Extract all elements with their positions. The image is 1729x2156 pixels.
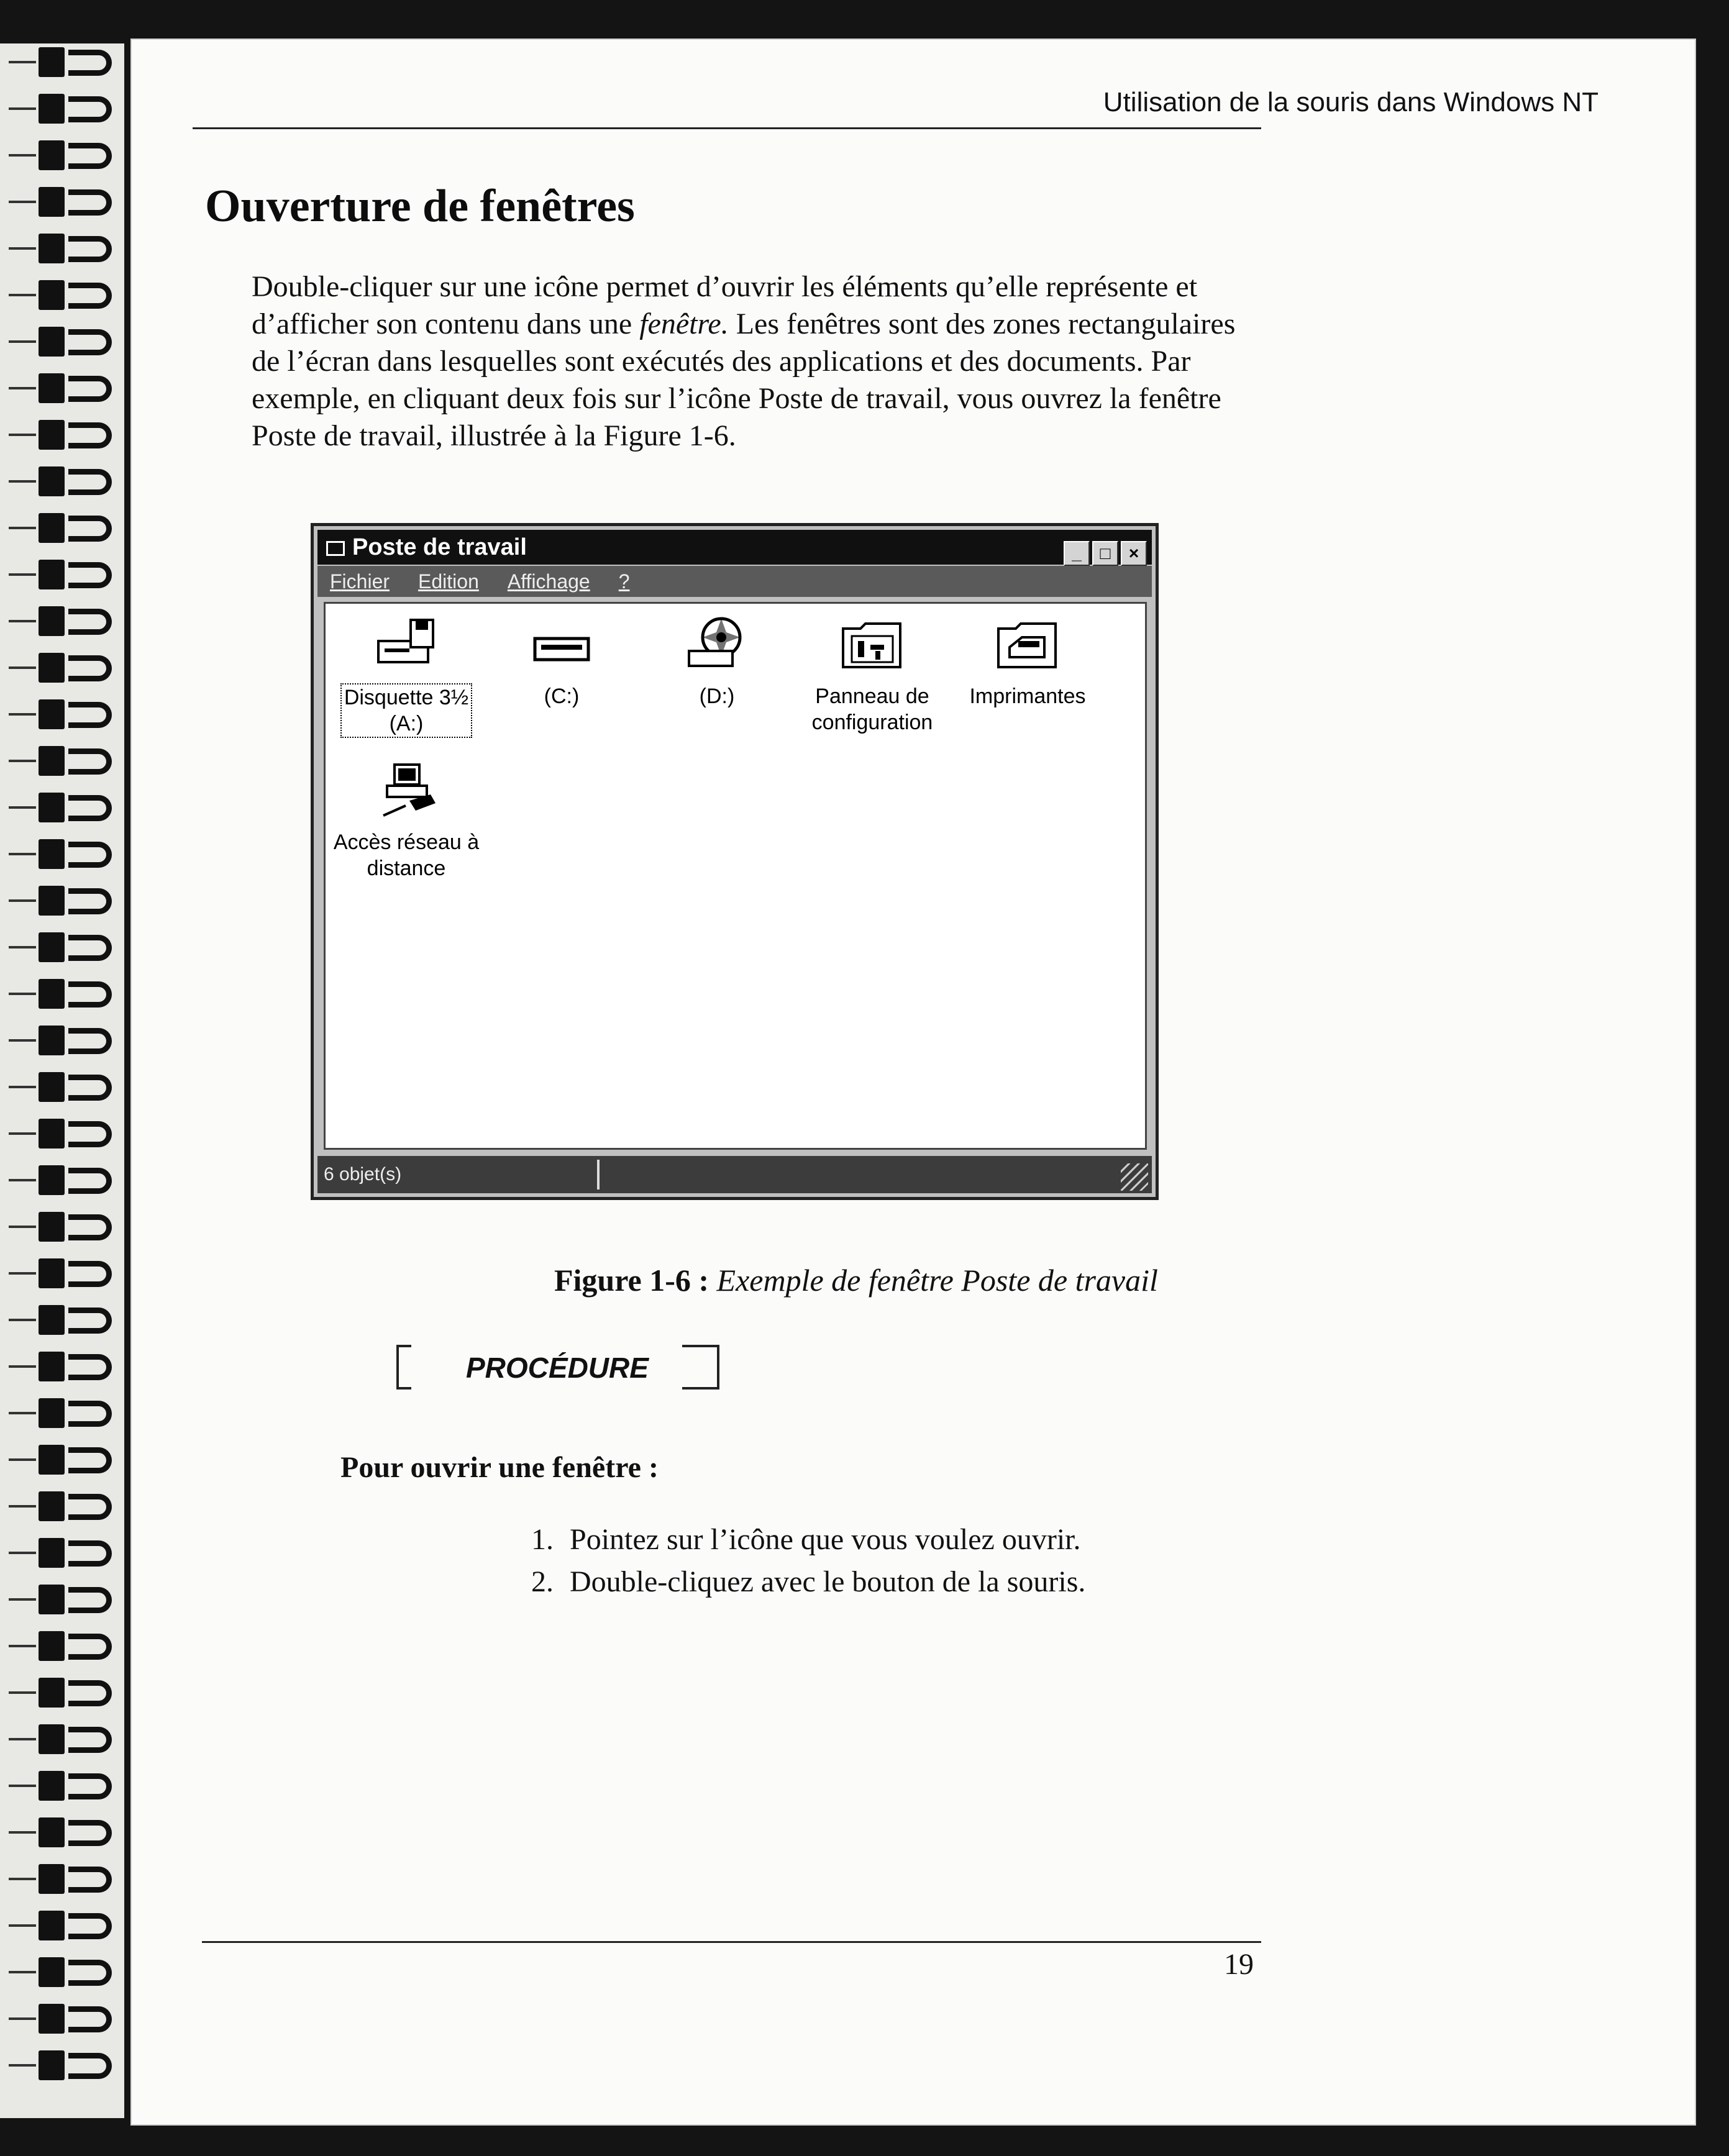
- binding-ring: [9, 789, 114, 827]
- desktop-item-d-drive[interactable]: [642, 616, 792, 709]
- binding-ring: [9, 509, 114, 548]
- menu-help[interactable]: ?: [618, 570, 630, 593]
- footer-rule: [202, 1941, 1261, 1943]
- binding-ring: [9, 929, 114, 967]
- binding-ring: [9, 1394, 114, 1433]
- procedure-steps: [531, 1519, 1085, 1603]
- printers-folder-icon: [993, 616, 1062, 672]
- procedure-box: [396, 1345, 719, 1392]
- desktop-item-dialup[interactable]: [332, 762, 481, 881]
- binding-ring: [9, 1348, 114, 1386]
- control-panel-label-line1: Panneau de: [815, 685, 929, 708]
- desktop-item-control-panel[interactable]: [798, 616, 947, 735]
- binding-ring: [9, 556, 114, 594]
- procedure-heading: Pour ouvrir une fenêtre :: [340, 1451, 659, 1484]
- menu-fichier[interactable]: Fichier: [330, 570, 390, 593]
- binding-ring: [9, 742, 114, 781]
- binding-ring: [9, 1301, 114, 1340]
- intro-paragraph: [252, 268, 1271, 455]
- binding-ring: [9, 1721, 114, 1759]
- binding-ring: [9, 276, 114, 315]
- procedure-label: PROCÉDURE: [466, 1352, 649, 1384]
- step-number: 2.: [531, 1565, 554, 1598]
- close-button[interactable]: ×: [1121, 541, 1147, 566]
- binding-ring: [9, 323, 114, 362]
- status-text: 6 objet(s): [324, 1164, 402, 1185]
- resize-grip-icon[interactable]: [1121, 1163, 1148, 1191]
- dialup-label-line1: Accès réseau à: [333, 830, 480, 854]
- binding-ring: [9, 2000, 114, 2039]
- binding-ring: [9, 1674, 114, 1713]
- intro-emphasis: fenêtre.: [639, 307, 729, 340]
- binding-ring: [9, 1814, 114, 1852]
- procedure-frame-right: [682, 1345, 719, 1390]
- status-separator: [597, 1160, 600, 1189]
- binding-ring: [9, 183, 114, 222]
- c-drive-label: (C:): [544, 685, 580, 708]
- intro-part2: Les fenêtres sont des zones rectangulaires de l’écran dans lesquelles sont exécutés des applications et des documents. Par exemple, en cliquant deux fois sur l’icône Poste de travail, vous ouvrez la fenêtre Poste de travail, illustrée à la Figure 1-6.: [252, 307, 1236, 452]
- floppy-drive-icon: [372, 616, 440, 672]
- binding-ring: [9, 1534, 114, 1573]
- binding-ring: [9, 463, 114, 501]
- d-drive-label: (D:): [699, 685, 735, 708]
- maximize-button[interactable]: □: [1092, 541, 1118, 566]
- floppy-label-line1: Disquette 3½: [344, 686, 469, 709]
- binding-ring: [9, 1441, 114, 1480]
- binding-ring: [9, 1022, 114, 1060]
- page-number: 19: [1224, 1948, 1254, 1981]
- binding-ring: [9, 1162, 114, 1200]
- my-computer-window: [311, 523, 1159, 1200]
- binding-ring: [9, 1255, 114, 1293]
- hard-drive-icon: [527, 616, 596, 672]
- figure-caption: [554, 1262, 1158, 1298]
- floppy-label: [340, 683, 472, 738]
- dialup-network-icon: [372, 762, 440, 818]
- binding-ring: [9, 1581, 114, 1619]
- figure-text: Exemple de fenêtre Poste de travail: [716, 1263, 1158, 1298]
- menu-bar: [317, 566, 1152, 597]
- dialup-label: [334, 830, 479, 880]
- binding-ring: [9, 230, 114, 268]
- status-bar: [317, 1156, 1152, 1193]
- step-item: [531, 1561, 1085, 1603]
- binding-ring: [9, 696, 114, 734]
- window-titlebar[interactable]: [317, 530, 1152, 565]
- step-text: Pointez sur l’icône que vous voulez ouvrir.: [570, 1523, 1081, 1556]
- binding-ring: [9, 416, 114, 455]
- binding-ring: [9, 835, 114, 874]
- binding-ring: [9, 370, 114, 408]
- control-panel-icon: [838, 616, 906, 672]
- binding-ring: [9, 882, 114, 921]
- binding-ring: [9, 1068, 114, 1107]
- running-header: Utilisation de la souris dans Windows NT: [1103, 87, 1599, 117]
- intro-part1: Double-cliquer sur une icône permet d’ouvrir les éléments qu’elle représente et d’afficher son contenu dans une: [252, 270, 1198, 340]
- step-item: [531, 1519, 1085, 1561]
- binding-ring: [9, 1208, 114, 1247]
- minimize-button[interactable]: _: [1064, 541, 1090, 566]
- binding-ring: [9, 1954, 114, 1992]
- binding-ring: [9, 649, 114, 688]
- desktop-item-floppy[interactable]: [332, 616, 481, 738]
- printers-label: Imprimantes: [969, 685, 1086, 708]
- computer-icon[interactable]: [326, 541, 345, 556]
- window-client-area: [324, 602, 1147, 1150]
- cdrom-drive-icon: [683, 616, 751, 672]
- menu-affichage[interactable]: Affichage: [507, 570, 590, 593]
- binding-ring: [9, 603, 114, 641]
- menu-edition[interactable]: Edition: [418, 570, 479, 593]
- binding-ring: [9, 137, 114, 175]
- binding-ring: [9, 1488, 114, 1526]
- binding-ring: [9, 2047, 114, 2085]
- spiral-binding: [0, 43, 124, 2118]
- procedure-frame-left: [396, 1345, 411, 1390]
- desktop-item-printers[interactable]: [953, 616, 1102, 709]
- binding-ring: [9, 1860, 114, 1899]
- figure-label: Figure 1-6 :: [554, 1263, 709, 1298]
- dialup-label-line2: distance: [367, 857, 446, 880]
- binding-ring: [9, 43, 114, 82]
- binding-ring: [9, 90, 114, 129]
- step-number: 1.: [531, 1523, 554, 1556]
- binding-ring: [9, 975, 114, 1014]
- control-panel-label-line2: configuration: [811, 711, 933, 734]
- binding-ring: [9, 1907, 114, 1945]
- floppy-label-line2: (A:): [389, 712, 424, 735]
- header-rule: [193, 127, 1261, 129]
- section-title: Ouverture de fenêtres: [205, 181, 635, 232]
- binding-ring: [9, 1767, 114, 1806]
- binding-ring: [9, 1627, 114, 1666]
- window-controls: [1061, 534, 1147, 569]
- window-title: Poste de travail: [352, 534, 527, 560]
- desktop-item-c-drive[interactable]: [487, 616, 636, 709]
- step-text: Double-cliquez avec le bouton de la souris.: [570, 1565, 1086, 1598]
- binding-ring: [9, 1115, 114, 1153]
- control-panel-label: [812, 685, 933, 734]
